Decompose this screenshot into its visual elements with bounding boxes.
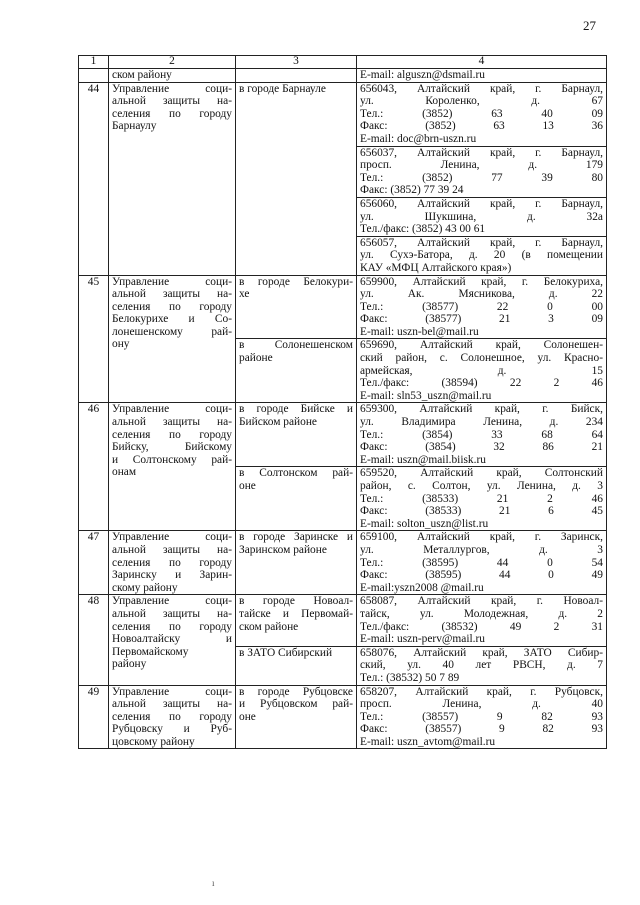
text-line: Управление соци- — [112, 685, 232, 698]
text-line: ул. Владимира Ленина, д. 234 — [360, 416, 603, 429]
agency-name — [109, 685, 236, 749]
text-line: Тел.: (38577) 22 0 00 — [360, 300, 603, 313]
text-line: Факс: (38533) 21 6 45 — [360, 505, 603, 518]
agency-table — [78, 55, 607, 749]
text-line: 656037, Алтайский край, г. Барнаул, — [360, 146, 603, 159]
table-row — [79, 275, 607, 339]
area-cell — [236, 467, 357, 531]
area-cell — [236, 69, 357, 83]
text-line: Тел.: (3852) 77 39 80 — [360, 171, 603, 184]
text-line: и Солтонскому рай- — [112, 453, 232, 466]
text-line: 656057, Алтайский край, г. Барнаул, — [360, 236, 603, 249]
text-line: Новоалтайску и — [112, 633, 232, 646]
contact-cell — [357, 146, 607, 197]
text-line: Управление соци- — [112, 82, 232, 95]
agency-name — [109, 531, 236, 595]
agency-name — [109, 69, 236, 83]
text-line: Тел.: (3854) 33 68 64 — [360, 428, 603, 441]
text-line: Заринском районе — [239, 543, 327, 556]
text-line: ону — [112, 338, 130, 351]
text-line: просп. Ленина, д. 179 — [360, 159, 603, 172]
row-number: 47 — [79, 531, 109, 595]
text-line: Тел.: (3852) 63 40 09 — [360, 107, 603, 120]
text-line: Факс: (38577) 21 3 09 — [360, 313, 603, 326]
area-cell — [236, 339, 357, 403]
text-line: ул. Металлургов, д. 3 — [360, 543, 603, 556]
text-line: ул. Ак. Мясникова, д. 22 — [360, 288, 603, 301]
header-col-2: 2 — [109, 56, 236, 69]
text-line: ул. Шукшина, д. 32а — [360, 210, 603, 223]
text-line: Тел./факс: (3852) 43 00 61 — [360, 223, 486, 236]
text-line: 656043, Алтайский край, г. Барнаул, — [360, 82, 603, 95]
text-line: селения по городу — [112, 556, 232, 569]
area-cell — [236, 82, 357, 275]
agency-name — [109, 403, 236, 531]
header-col-4: 4 — [357, 56, 607, 69]
area-cell — [236, 403, 357, 467]
text-line: оне — [239, 480, 256, 492]
text-line: селения по городу — [112, 107, 232, 120]
contact-cell — [357, 685, 607, 749]
header-col-1: 1 — [79, 56, 109, 69]
text-line: лонешенскому рай- — [112, 325, 232, 338]
agency-name — [109, 82, 236, 275]
text-line: район, с. Солтон, ул. Ленина, д. 3 — [360, 480, 603, 492]
text-line: просп. Ленина, д. 40 — [360, 698, 603, 711]
text-line: ул. Сухэ-Батора, д. 20 (в помещении — [360, 249, 603, 262]
text-line: Бийску, Бийскому — [112, 441, 232, 454]
text-line: Факс: (3852) 63 13 36 — [360, 120, 603, 133]
text-line: скому району — [112, 581, 178, 594]
text-line: 659300, Алтайский край, г. Бийск, — [360, 403, 603, 416]
contact-cell — [357, 467, 607, 531]
text-line: цовскому району — [112, 735, 195, 748]
text-line: 658087, Алтайский край, г. Новоал- — [360, 595, 603, 608]
text-line: хе — [239, 288, 250, 301]
text-line: селения по городу — [112, 620, 232, 633]
page-number: 27 — [583, 18, 596, 33]
area-cell — [236, 595, 357, 646]
table-body — [79, 69, 607, 749]
text-line: Тел./факс: (38532) 49 2 31 — [360, 620, 603, 633]
text-line: E-mail: alguszn@dsmail.ru — [360, 69, 486, 81]
text-line: E-mail: uszn_avtom@mail.ru — [360, 735, 496, 748]
text-line: Факс: (3854) 32 86 21 — [360, 441, 603, 454]
text-line: альной защиты на- — [112, 95, 232, 108]
text-line: E-mail: uszn-bel@mail.ru — [360, 325, 479, 338]
table-row — [79, 403, 607, 467]
text-line: Бийском районе — [239, 416, 317, 429]
text-line: тайск, ул. Молодежная, д. 2 — [360, 607, 603, 620]
text-line: Тел.: (38595) 44 0 54 — [360, 556, 603, 569]
text-line: E-mail: uszn-perv@mail.ru — [360, 633, 485, 646]
text-line: 658207, Алтайский край, г. Рубцовск, — [360, 685, 603, 698]
contact-cell — [357, 531, 607, 595]
text-line: районе — [239, 352, 273, 365]
text-line: Первомайскому — [112, 645, 189, 658]
text-line: 659900, Алтайский край, г. Белокуриха, — [360, 275, 603, 288]
contact-cell — [357, 236, 607, 275]
text-line: в Солтонском рай- — [239, 467, 353, 480]
contact-cell — [357, 69, 607, 83]
text-line: в городе Белокури- — [239, 275, 353, 288]
text-line: Заринску и Зарин- — [112, 569, 232, 582]
text-line: району — [112, 658, 147, 671]
text-line: селения по городу — [112, 300, 232, 313]
text-line: Тел./факс: (38594) 22 2 46 — [360, 377, 603, 390]
text-line: в городе Рубцовске — [239, 685, 353, 698]
text-line: ском району — [112, 69, 172, 81]
text-line: Тел.: (38533) 21 2 46 — [360, 492, 603, 505]
text-line: онам — [112, 466, 137, 479]
text-line: 659100, Алтайский край, г. Заринск, — [360, 531, 603, 544]
row-number: 46 — [79, 403, 109, 531]
text-line: тайске и Первомай- — [239, 607, 353, 620]
table-row — [79, 82, 607, 146]
text-line: Барнаулу — [112, 120, 157, 133]
row-number: 44 — [79, 82, 109, 275]
text-line: селения по городу — [112, 428, 232, 441]
contact-cell — [357, 595, 607, 646]
text-line: ском районе — [239, 620, 299, 633]
text-line: Белокурихе и Со- — [112, 313, 232, 326]
row-number — [79, 69, 109, 83]
table-row — [79, 595, 607, 646]
scan-artifact: ı — [212, 878, 215, 888]
text-line: армейская, д. 15 — [360, 364, 603, 377]
agency-name — [109, 275, 236, 403]
text-line: Управление соци- — [112, 403, 232, 416]
text-line: 656060, Алтайский край, г. Барнаул, — [360, 197, 603, 210]
text-line: КАУ «МФЦ Алтайского края») — [360, 261, 512, 274]
table-row — [79, 685, 607, 749]
text-line: E-mail: uszn@mail.biisk.ru — [360, 453, 486, 466]
row-number: 49 — [79, 685, 109, 749]
area-cell — [236, 685, 357, 749]
text-line: в городе Барнауле — [239, 82, 326, 95]
text-line: альной защиты на- — [112, 698, 232, 711]
text-line: 659690, Алтайский край, Солонешен- — [360, 339, 603, 352]
text-line: ский, ул. 40 лет РВСН, д. 7 — [360, 659, 603, 672]
text-line: Факс: (3852) 77 39 24 — [360, 184, 464, 197]
text-line: Управление соци- — [112, 595, 232, 608]
text-line: ул. Короленко, д. 67 — [360, 95, 603, 108]
text-line: и Рубцовском рай- — [239, 698, 353, 711]
text-line: E-mail: solton_uszn@list.ru — [360, 517, 489, 530]
text-line: альной защиты на- — [112, 543, 232, 556]
text-line: Тел.: (38557) 9 82 93 — [360, 710, 603, 723]
text-line: в Солонешенском — [239, 339, 353, 352]
header-row — [79, 56, 607, 69]
text-line: альной защиты на- — [112, 288, 232, 301]
text-line: в городе Новоал- — [239, 595, 353, 608]
text-line: ский район, с. Солонешное, ул. Красно- — [360, 352, 603, 365]
contact-cell — [357, 339, 607, 403]
text-line: в ЗАТО Сибирский — [239, 646, 333, 659]
agency-name — [109, 595, 236, 685]
contact-cell — [357, 403, 607, 467]
contact-cell — [357, 275, 607, 339]
row-number: 48 — [79, 595, 109, 685]
text-line: альной защиты на- — [112, 607, 232, 620]
text-line: E-mail: doc@brn-uszn.ru — [360, 132, 477, 145]
text-line: в городе Заринске и — [239, 531, 353, 544]
text-line: Тел.: (38532) 50 7 89 — [360, 671, 460, 684]
text-line: 659520, Алтайский край, Солтонский — [360, 467, 603, 480]
header-col-3: 3 — [236, 56, 357, 69]
text-line: E-mail: sln53_uszn@mail.ru — [360, 389, 492, 402]
row-number: 45 — [79, 275, 109, 403]
text-line: селения по городу — [112, 710, 232, 723]
table-row — [79, 69, 607, 83]
text-line: оне — [239, 710, 256, 723]
table-row — [79, 531, 607, 595]
text-line: Факс: (38557) 9 82 93 — [360, 723, 603, 736]
text-line: Управление соци- — [112, 531, 232, 544]
area-cell — [236, 275, 357, 339]
text-line: 658076, Алтайский край, ЗАТО Сибир- — [360, 646, 603, 659]
text-line: альной защиты на- — [112, 416, 232, 429]
text-line: Факс: (38595) 44 0 49 — [360, 569, 603, 582]
contact-cell — [357, 82, 607, 146]
text-line: в городе Бийске и — [239, 403, 353, 416]
contact-cell — [357, 197, 607, 236]
contact-cell — [357, 646, 607, 685]
area-cell — [236, 531, 357, 595]
text-line: Рубцовску и Руб- — [112, 723, 232, 736]
text-line: Управление соци- — [112, 275, 232, 288]
area-cell — [236, 646, 357, 685]
text-line: E-mail:yszn2008 @mail.ru — [360, 581, 484, 594]
